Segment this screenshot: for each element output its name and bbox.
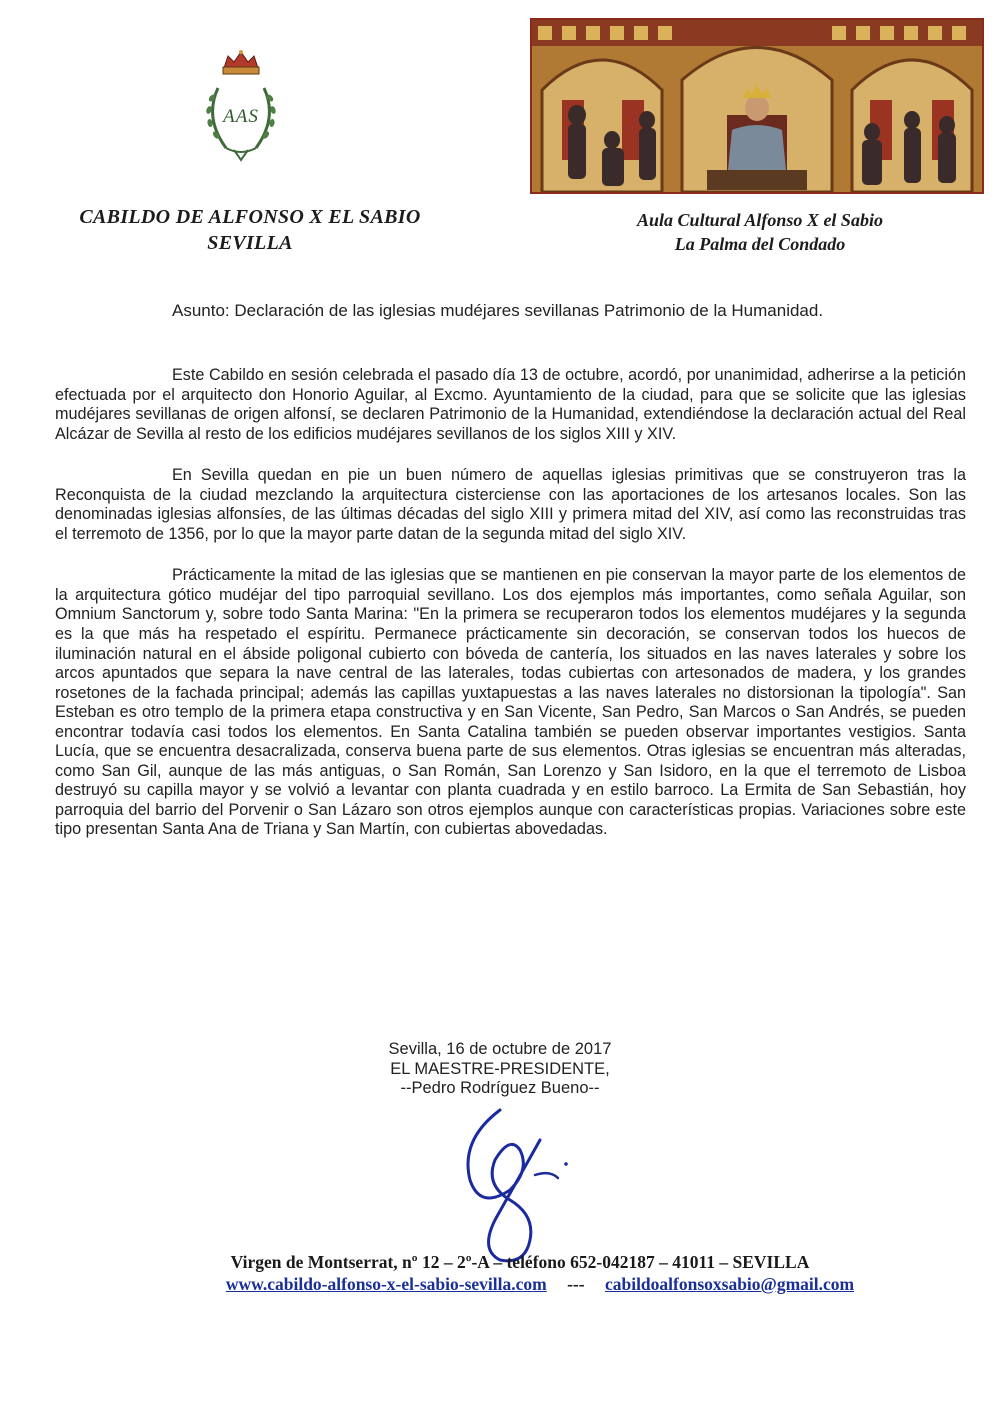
paragraph-1: Este Cabildo en sesión celebrada el pasado día 13 de octubre, acordó, por unanimidad, adherirse a la petición efectuada por el arquitecto don Honorio Aguilar, al Excmo. Ayuntamiento de la ciudad, para que se solicite que las iglesias mudéjares sevillanas de origen alfonsí, se declaren Patrimonio de la Humanidad, extendiéndose la declaración actual del Real Alcázar de Sevilla al resto de los edificios mudéjares sevillanos de los siglos XIII y XIV. [55,366,966,443]
letter-body [55,366,966,862]
emblem-monogram: AAS [223,106,259,127]
organization-left [60,204,440,256]
closing-block [350,1040,650,1099]
org-left-line2: SEVILLA [207,232,293,254]
footer-address: Virgen de Montserrat, nº 12 – 2º-A – teléfono 652-042187 – 41011 – SEVILLA [230,1252,810,1272]
place-date: Sevilla, 16 de octubre de 2017 [388,1040,612,1058]
paragraph-2: En Sevilla quedan en pie un buen número de aquellas iglesias primitivas que se construyeron tras la Reconquista de la ciudad mezclando la arquitectura cisterciense con las aportaciones de los artesanos locales. Son las denominadas iglesias alfonsíes, de las últimas décadas del siglo XIII y primera mitad del XIV, así como las reconstruidas tras el terremoto de 1356, por lo que la mayor parte datan de la segunda mitad del siglo XIV. [55,466,966,543]
email-link[interactable]: cabildoalfonsoxsabio@gmail.com [604,1274,855,1294]
signer-role: EL MAESTRE-PRESIDENTE, [390,1059,610,1078]
organization-right [560,208,960,256]
org-left-line1: CABILDO DE ALFONSO X EL SABIO [79,206,421,228]
footer-links [140,1274,940,1295]
subject-line: Asunto: Declaración de las iglesias mudéjares sevillanas Patrimonio de la Humanidad. [172,301,824,320]
handwritten-signature [440,1100,600,1270]
paragraph-3: Prácticamente la mitad de las iglesias que se mantienen en pie conservan la mayor parte de los elementos de la arquitectura gótico mudéjar del tipo parroquial sevillano. Los dos ejemplos más importantes, como señala Aguilar, son Omnium Sanctorum y, sobre todo Santa Marina: "En la primera se recuperaron todos los elementos mudéjares y la segunda es la que más ha respetado el espíritu. Permanece prácticamente sin decoración, se conservan todos los huecos de iluminación natural en el ábside poligonal cubierto con bóveda de cantería, los situados en las naves laterales y sobre los arcos apuntados que separa la nave central de las laterales, todas cubiertas con artesonados de madera, y los grandes rosetones de la fachada principal; además las capillas yuxtapuestas a las naves laterales no distorsionan la tipología". San Esteban es otro templo de la primera etapa constructiva y en San Vicente, San Pedro, San Marcos o San Andrés, se pueden encontrar todavía casi todos los elementos. En Santa Catalina también se pueden observar importantes vestigios. Santa Lucía, que se encuentra desacralizada, conserva buena parte de sus elementos. Otras iglesias se encuentran más alteradas, como San Gil, aunque de las más antiguas, o San Román, San Lorenzo y San Isidoro, en la que el terremoto de Lisboa destruyó su capilla mayor y se volvió a levantar con planta cuadrada y en estilo barroco. La Ermita de San Sebastián, hoy parroquia del barrio del Porvenir o San Lázaro son otros ejemplos aunque con características propias. Variaciones sobre este tipo presentan Santa Ana de Triana y San Martín, con cubiertas abovedadas. [55,566,966,839]
medieval-miniature-image [530,18,984,194]
website-link[interactable]: www.cabildo-alfonso-x-el-sabio-sevilla.com [225,1274,547,1294]
org-right-line1: Aula Cultural Alfonso X el Sabio [637,210,883,230]
signer-name: --Pedro Rodríguez Bueno-- [400,1079,600,1097]
footer-separator: --- [567,1274,585,1294]
org-right-line2: La Palma del Condado [674,234,846,254]
